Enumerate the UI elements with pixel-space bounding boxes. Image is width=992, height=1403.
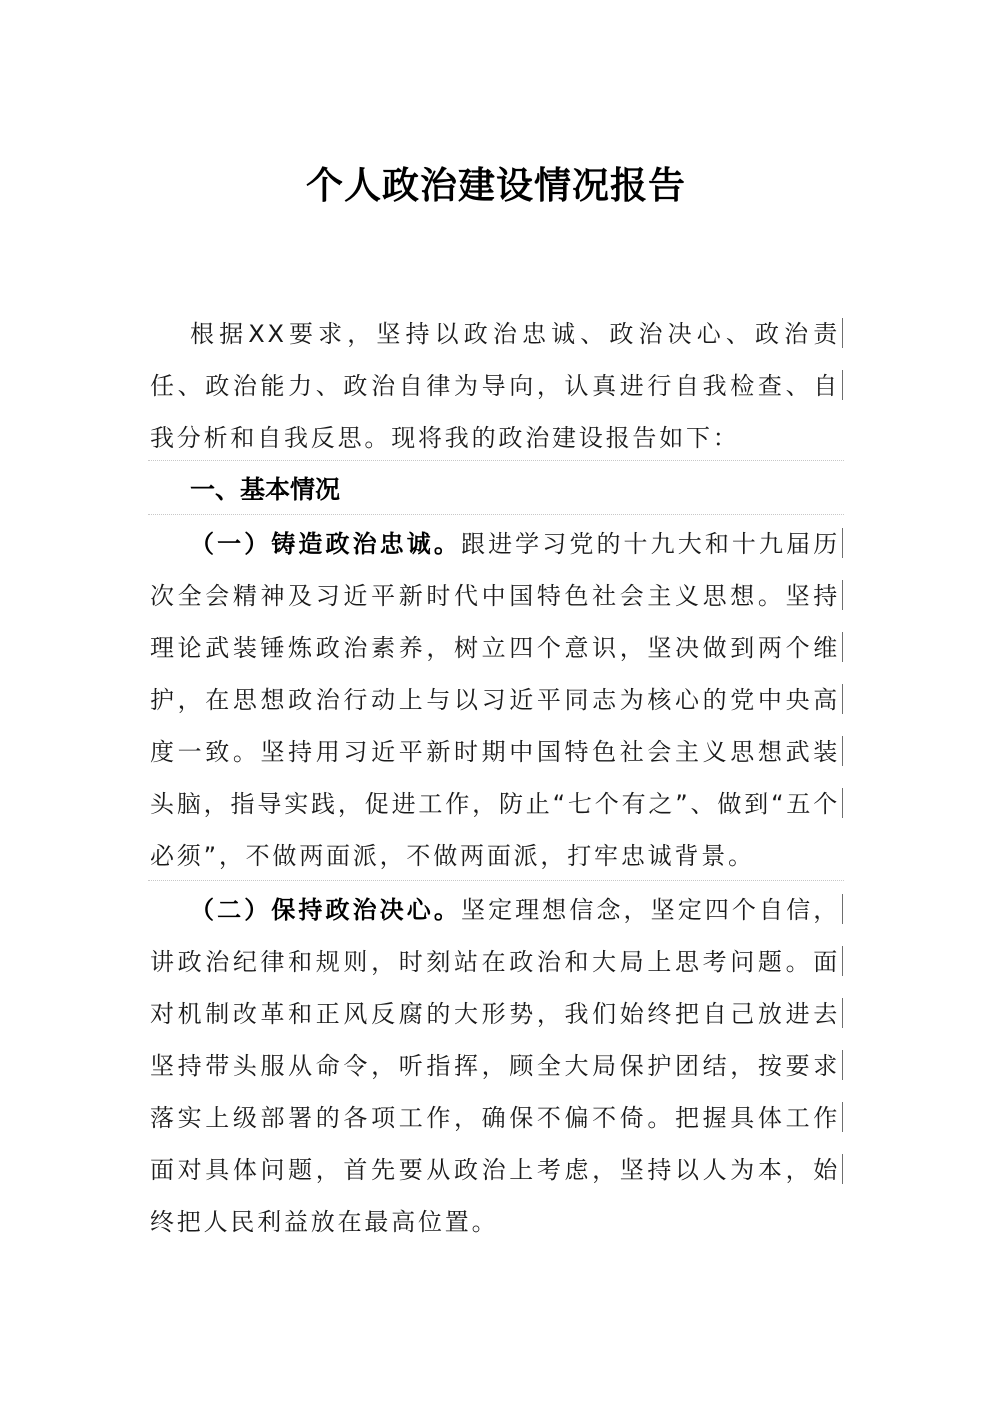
margin-mark — [842, 1154, 843, 1184]
margin-mark — [842, 1050, 843, 1080]
margin-mark — [842, 580, 843, 610]
margin-mark — [842, 318, 843, 348]
paragraph-divider — [148, 880, 844, 881]
margin-mark — [842, 788, 843, 818]
margin-mark — [842, 370, 843, 400]
paragraph-divider — [148, 514, 844, 515]
item2-body: 坚定理想信念，坚定四个自信，讲政治纪律和规则，时刻站在政治和大局上思考问题。面对机制改革和正风反腐的大形势，我们始终把自己放进去坚持带头服从命令，听指挥，顾全大局保护团结，按要求落实上级部署的各项工作，确保不偏不倚。把握具体工作面对具体问题，首先要从政治上考虑，坚持以人为本，始终把人民利益放在最高位置。 — [150, 896, 841, 1236]
margin-mark — [842, 736, 843, 766]
margin-mark — [842, 528, 843, 558]
item1-paragraph — [150, 518, 840, 882]
item1-body: 跟进学习党的十九大和十九届历次全会精神及习近平新时代中国特色社会主义思想。坚持理论武装锤炼政治素养，树立四个意识，坚决做到两个维护，在思想政治行动上与以习近平同志为核心的党中央高度一致。坚持用习近平新时期中国特色社会主义思想武装头脑，指导实践，促进工作，防止“七个有之”、做到“五个必须”，不做两面派，不做两面派，打牢忠诚背景。 — [150, 530, 841, 870]
paragraph-divider — [148, 460, 844, 461]
margin-mark — [842, 894, 843, 924]
document-title: 个人政治建设情况报告 — [306, 164, 686, 207]
section-heading-basic: 一、基本情况 — [190, 475, 341, 504]
margin-mark — [842, 998, 843, 1028]
margin-mark — [842, 1102, 843, 1132]
margin-mark — [842, 632, 843, 662]
margin-mark — [842, 946, 843, 976]
intro-paragraph: 根据XX要求，坚持以政治忠诚、政治决心、政治责任、政治能力、政治自律为导向，认真进行自我检查、自我分析和自我反思。现将我的政治建设报告如下： — [150, 320, 840, 452]
item2-paragraph — [150, 884, 840, 1248]
item1-lead: （一）铸造政治忠诚。 — [190, 530, 461, 558]
margin-mark — [842, 684, 843, 714]
item2-lead: （二）保持政治决心。 — [190, 896, 461, 924]
